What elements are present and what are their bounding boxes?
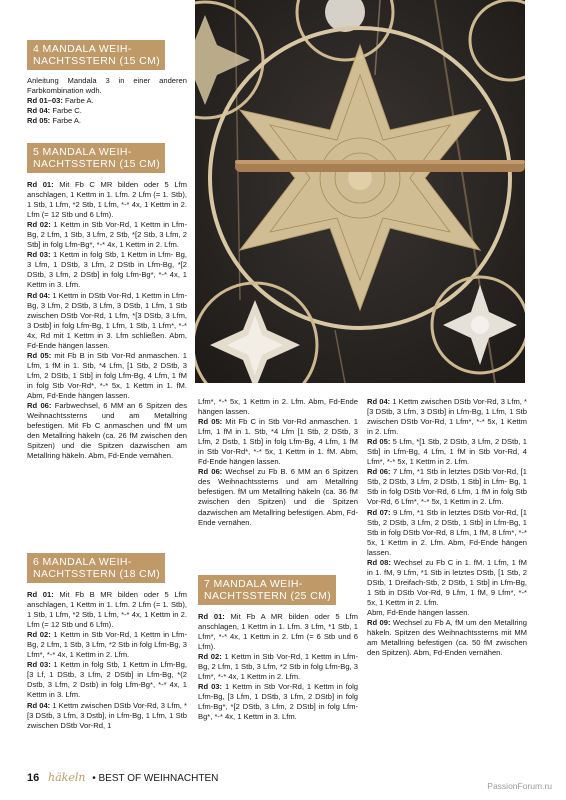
section-4-body	[27, 76, 187, 126]
paragraph: Rd 07: 9 Lfm, *1 Stb in letztes DStb Vor-Rd, [1 Stb, 2 DStb, 3 Lfm, 2 DStb, 1 Stb] in Lfm-Bg, 1 Stb in folg DStb Vor-Rd, 8 Lfm, 1 fM, 8 Lfm*, *-* 5x, 1 Kettm in 2. Lfm. Abm, Fd-Ende hängen lassen.	[367, 507, 528, 557]
section-6-body	[27, 590, 187, 731]
section-4-heading-line2: NACHTSSTERN (15 CM)	[33, 55, 161, 67]
section-7	[198, 575, 358, 605]
brand-logo: häkeln	[48, 771, 86, 784]
paragraph: Rd 04: 1 Kettm zwischen DStb Vor-Rd, 3 Lfm, *[3 DStb, 3 Lfm, 3 Dstb], in Lfm-Bg, 1 Lfm, 1 Stb zwischen DStb Vor-Rd, 1	[27, 700, 187, 730]
paragraph: Rd 04: Farbe C.	[27, 106, 82, 116]
paragraph: Rd 01: Mit Fb B MR bilden oder 5 Lfm anschlagen, 1 Kettm in 1. Lfm. 2 Lfm (= 1. Stb), 1 Stb, 1 Lfm, *2 Stb, 1 Lfm, *-* 4x, 1 Kettm in 2. Lfm (= 12 Stb und 6 Lfm).	[27, 590, 187, 630]
paragraph: Rd 03: 1 Kettm in folg Stb, 1 Kettm in Lfm-Bg, [3 Lf, 1 DStb, 3 Lfm, 2 DStb] in Lfm-Bg, *(2 Dstb, 3 Lfm, 2 Dstb) in folg Lfm-Bg*, *-* 4x, 1 Kettm in 3. Lfm.	[27, 660, 187, 700]
section-5-heading-line1: 5 MANDALA WEIH-	[33, 146, 132, 158]
mandala-illustration	[195, 0, 525, 383]
section-6-heading-line2: NACHTSSTERN (18 CM)	[33, 568, 161, 580]
paragraph: Lfm*, *-* 5x, 1 Kettm in 2. Lfm. Abm, Fd-Ende hängen lassen.	[198, 397, 358, 417]
paragraph: Rd 04: 1 Kettm in DStb Vor-Rd, 1 Kettm in Lfm-Bg, 3 Lfm, 2 DStb, 3 Lfm, 3 DStb, 1 Lfm, 1 Stb zwischen DStb Vor-Rd, 1 Lfm, *[3 DStb, 3 Lfm, 3 Dstb] in folg Lfm-Bg, 1 Lfm, 1 Stb, 1 Lfm*, *-* 4x, Rd mit 1 Kettm in 3. Lfm schließen. Abm, Fd-Ende hängen lassen.	[27, 290, 187, 350]
paragraph: Abm, Fd-Ende hängen lassen.	[367, 607, 470, 617]
paragraph: Rd 04: 1 Kettm zwischen DStb Vor-Rd, 3 Lfm, *[3 DStb, 3 Lfm, 3 DStb] in Lfm-Bg, 1 Lfm, 1 Stb zwischen DStb Vor-Rd, 1 Lfm*, *-* 5x, 1 Kettm in 2. Lfm.	[367, 397, 527, 437]
page-number: 16	[27, 772, 40, 784]
section-6-heading-line1: 6 MANDALA WEIH-	[33, 556, 132, 568]
paragraph: Rd 05: Mit Fb C in Stb Vor-Rd anmaschen. 1 Lfm, 1 fM in 1. Stb, *4 Lfm [1 Stb, 2 DStb, 3 Lfm, 2 Dstb, 1 Stb] in folg Lfm-Bg, 4 Lfm, 1 fM in Stb Vor-Rd*, *-* 5x, 1 Kettm in 1. fM. Abm, Fd-Ende hängen lassen.	[198, 417, 358, 467]
paragraph: Rd 06: 7 Lfm, *1 Stb in letztes DStb Vor-Rd, [1 Stb, 2 DStb, 3 Lfm, 2 DStb, 1 Stb] in Lfm- Bg, 1 Stb in folg DStb Vor-Rd, 6 Lfm, 1 fM in folg Stb Vor-Rd, 6 Lfm*, *-* 5x, 1 Kettm in 2. Lfm.	[367, 467, 528, 507]
section-5-body	[27, 180, 187, 461]
magazine-title: • BEST OF WEIHNACHTEN	[92, 773, 219, 784]
section-7-body	[198, 612, 358, 723]
paragraph: Rd 01: Mit Fb C MR bilden oder 5 Lfm anschlagen, 1 Kettm in 1. Lfm. 2 Lfm (= 1. Stb), 1 Stb, 1 Lfm, *2 Stb, 1 Lfm, *-* 4x, 1 Kettm in 2. Lfm (= 12 Stb und 6 Lfm).	[27, 180, 187, 220]
paragraph: Rd 09: Wechsel zu Fb A, fM um den Metallring häkeln. Spitzen des Weihnachtssterns mit MM am Metallring befestigen (ca. 50 fM zwischen den Spitzen). Abm, Fd-Enden vernähen.	[367, 618, 527, 658]
section-4-heading-line1: 4 MANDALA WEIH-	[33, 43, 132, 55]
paragraph: Rd 05: Farbe A.	[27, 116, 82, 126]
page-footer	[27, 771, 218, 784]
section-7-heading-line1: 7 MANDALA WEIH-	[204, 578, 303, 590]
section-7-heading-line2: NACHTSSTERN (25 CM)	[204, 590, 332, 602]
paragraph: Rd 08: Wechsel zu Fb C in 1. fM. 1 Lfm, 1 fM in 1. fM, 9 Lfm, *1 Stb in letztes DStb, [1 Stb, 2 DStb, 1 Dreifach-Stb, 2 DStb, 1 Stb] in Lfm-Bg, 1 Stb in DStb Vor-Rd, 9 Lfm, 1 fM, 9 Lfm*, *-* 5x, 1 Kettm in 2. Lfm.	[367, 557, 527, 607]
section-4-heading	[27, 40, 165, 70]
section-5	[27, 143, 187, 173]
paragraph: Rd 01–03: Farbe A.	[27, 96, 94, 106]
section-5-heading	[27, 143, 165, 173]
paragraph: Rd 06: Wechsel zu Fb B. 6 MM an 6 Spitzen des Weihnachtssterns und am Metallring befestigen. fM um Metallring häkeln (ca. 36 fM zwischen den Spitzen) und die Spitzen dazwischen am Metallring befestigen. Abm, Fd-Ende vernähen.	[198, 467, 358, 527]
section-6	[27, 553, 187, 583]
paragraph: Rd 06: Farbwechsel, 6 MM an 6 Spitzen des Weihnachtssterns und am Metallring befestigen. Mit Fb C anmaschen und fM um den Metallring häkeln (ca. 26 fM zwischen den Spitzen) und die Spitzen dazwischen am Metallring häkeln. Abm, Fd-Ende vernähen.	[27, 401, 187, 461]
section-6-heading	[27, 553, 165, 583]
paragraph: Anleitung Mandala 3 in einer anderen Farbkombination wdh.	[27, 76, 187, 96]
section-7-heading	[198, 575, 336, 605]
watermark-credit: PassionForum.ru	[487, 781, 552, 791]
section-5-heading-line2: NACHTSSTERN (15 CM)	[33, 158, 161, 170]
paragraph: Rd 03: 1 Kettm in folg Stb, 1 Kettm in Lfm- Bg, 3 Lfm, 1 DStb, 3 Lfm, 2 DStb in Lfm-Bg, *[2 DStb, 3 Lfm, 2 DStb] in folg Lfm-Bg*, *-* 4x, 1 Kettm in 3. Lfm.	[27, 250, 187, 290]
paragraph: Rd 05: 5 Lfm, *[1 Stb, 2 DStb, 3 Lfm, 2 DStb, 1 Stb] in Lfm-Bg, 4 Lfm, 1 fM in Stb Vor-Rd, 4 Lfm*, *-* 5x, 1 Kettm in 2. Lfm.	[367, 437, 527, 467]
section-7-continued	[367, 397, 527, 658]
paragraph: Rd 03: 1 Kettm in Stb Vor-Rd, 1 Kettm in folg Lfm-Bg, [3 Lfm, 1 DStb, 3 Lfm, 2 DStb] in folg Lfm-Bg*, *[2 DStb, 3 Lfm, 2 DStb] in folg Lfm-Bg*, *-* 4x, 1 Kettm in 3. Lfm.	[198, 682, 358, 722]
photo-mandala-stars	[195, 0, 525, 383]
paragraph: Rd 02: 1 Kettm in Stb Vor-Rd, 1 Kettm in Lfm-Bg, 2 Lfm, 1 Stb, 3 Lfm, 2 Stb, *[2 Stb, 3 Lfm, 2 Stb] in folg Lfm-Bg*, *-* 4x, 1 Kettm in 2. Lfm.	[27, 220, 187, 250]
section-4	[27, 40, 187, 70]
paragraph: Rd 01: Mit Fb A MR bilden oder 5 Lfm anschlagen, 1 Kettm in 1. Lfm. 3 Lfm, *1 Stb, 1 Lfm*, *-* 4x, 1 Kettm in 2. Lfm (= 6 Stb und 6 Lfm).	[198, 612, 358, 652]
paragraph: Rd 05: mit Fb B in Stb Vor-Rd anmaschen. 1 Lfm, 1 fM in 1. Stb, *4 Lfm, [1 Stb, 2 DStb, 3 Lfm, 2 DStb, 1 Stb] in folg Lfm-Bg, 4 Lfm, 1 fM in folg Stb Vor-Rd*, *-* 5x, 1 Kettm in 1. fM. Abm, Fd-Ende hängen lassen.	[27, 350, 187, 400]
paragraph: Rd 02: 1 Kettm in Stb Vor-Rd, 1 Kettm in Lfm-Bg, 2 Lfm, 1 Stb, 3 Lfm, *2 Stb in folg Lfm-Bg, 3 Lfm*, *-* 4x, 1 Kettm in 2. Lfm.	[27, 630, 187, 660]
paragraph: Rd 02: 1 Kettm in Stb Vor-Rd, 1 Kettm in Lfm-Bg, 2 Lfm, 1 Stb, 3 Lfm, *2 Stb in folg Lfm-Bg, 3 Lfm*, *-* 4x, 1 Kettm in 2. Lfm.	[198, 652, 358, 682]
section-6-continued	[198, 397, 358, 528]
